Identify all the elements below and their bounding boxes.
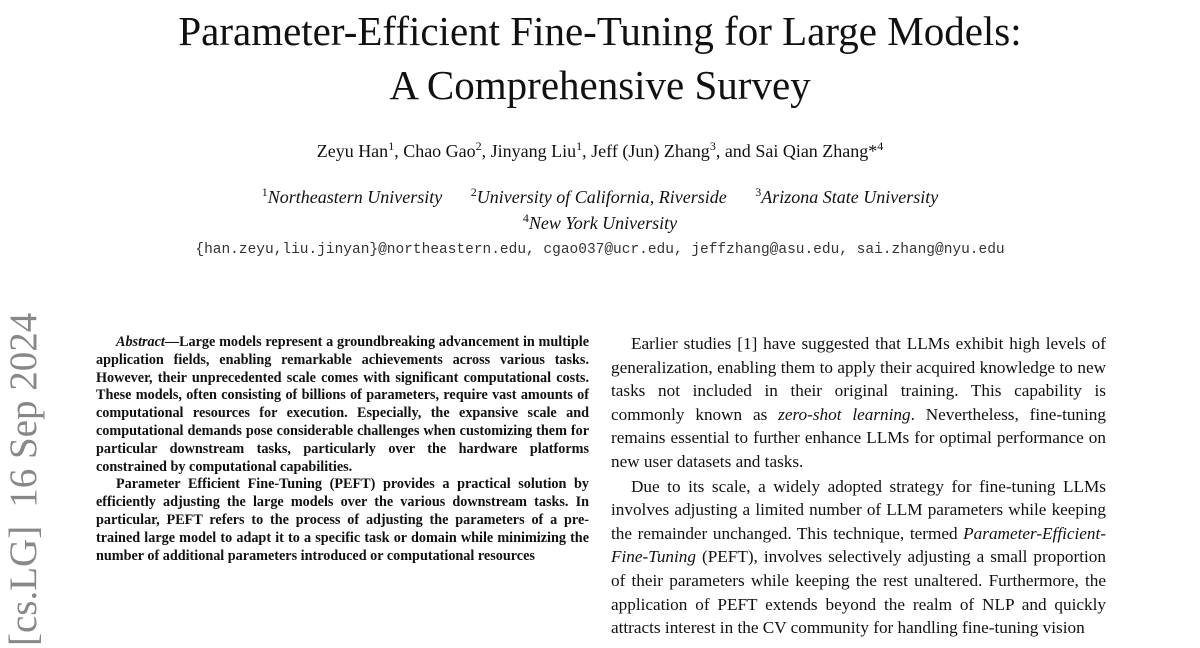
abstract-paragraph-1 [96, 334, 589, 476]
title-line-1: Parameter-Efficient Fine-Tuning for Large Models: [178, 8, 1022, 54]
affiliation: Northeastern University [267, 187, 443, 207]
arxiv-date: 16 Sep 2024 [2, 312, 45, 508]
body-emphasis: Parameter-Efficient-Fine-Tuning [611, 523, 1106, 567]
author-affil-sup: 1 [388, 139, 395, 153]
body-text: . Nevertheless, fine-tuning remains essential to further enhance LLMs for optimal performance on new user datasets and tasks. [611, 404, 1106, 471]
affil-sup: 2 [470, 185, 477, 199]
author-sep: , [394, 141, 404, 161]
author-affil-sup: 1 [576, 139, 583, 153]
author-affil-sup: 2 [475, 139, 482, 153]
abstract-label: Abstract [116, 334, 165, 350]
introduction-column [611, 332, 1106, 641]
author-sep: , and [715, 141, 756, 161]
affil-sup: 3 [755, 185, 762, 199]
arxiv-stamp [4, 313, 43, 646]
affil-sup: 1 [261, 185, 268, 199]
affiliations-line-2 [0, 211, 1200, 234]
paper-title [0, 4, 1200, 112]
body-text: Due to its scale, a widely adopted strategy for fine-tuning LLMs involves adjusting a limited number of LLM parameters while keeping the remainder unchanged. This technique, termed [611, 476, 1106, 543]
author: Zeyu Han [316, 141, 389, 161]
body-paragraph-2 [611, 475, 1106, 640]
arxiv-category: [cs.LG] [2, 525, 45, 646]
body-text: (PEFT), involves selectively adjusting a small proportion of their parameters while keeping the rest unaltered. Furthermore, the application of PEFT extends beyond the realm of NLP and quickly attracts interest in the CV community for handling fine-tuning vision [611, 547, 1106, 638]
title-line-2: A Comprehensive Survey [389, 62, 811, 108]
affiliation: University of California, Riverside [476, 187, 727, 207]
affiliation: New York University [528, 213, 678, 233]
author-sep: , [481, 141, 491, 161]
author-affil-sup: 4 [877, 139, 884, 153]
author: Jeff (Jun) Zhang [591, 141, 710, 161]
body-paragraph-1 [611, 332, 1106, 474]
author-sep: , [582, 141, 592, 161]
body-text: Earlier studies [1] have suggested that LLMs exhibit high levels of generalization, enabling them to apply their acquired knowledge to new tasks not included in their original training. This capability is commonly known as [611, 334, 1106, 424]
author-emails[interactable]: {han.zeyu,liu.jinyan}@northeastern.edu, cgao037@ucr.edu, jeffzhang@asu.edu, sai.zhang@nyu.edu [195, 242, 1005, 258]
affil-sup: 4 [522, 211, 529, 225]
author: Sai Qian Zhang* [755, 141, 878, 161]
author: Jinyang Liu [490, 141, 577, 161]
author-list [0, 139, 1200, 162]
affiliations-line-1 [0, 185, 1200, 208]
abstract-paragraph-2: Parameter Efficient Fine-Tuning (PEFT) provides a practical solution by efficiently adjusting the large models over the various downstream tasks. In particular, PEFT refers to the process of adjusting the parameters of a pre-trained large model to adapt it to a specific task or domain while minimizing the number of additional parameters introduced or computational resources [96, 476, 589, 564]
author-affil-sup: 3 [709, 139, 716, 153]
affiliation: Arizona State University [761, 187, 939, 207]
abstract-text-1: Large models represent a groundbreaking advancement in multiple application fields, enabling remarkable achievements across various tasks. However, their unprecedented scale comes with significant computational costs. These models, often consisting of billions of parameters, require vast amounts of computational resources for execution. Especially, the expansive scale and computational demands pose considerable challenges when customizing them for particular downstream tasks, particularly over the hardware platforms constrained by computational capabilities. [96, 334, 589, 475]
body-emphasis: zero-shot learning [778, 404, 911, 424]
abstract-dash: — [164, 334, 180, 350]
author: Chao Gao [403, 141, 476, 161]
abstract-column [96, 334, 589, 565]
